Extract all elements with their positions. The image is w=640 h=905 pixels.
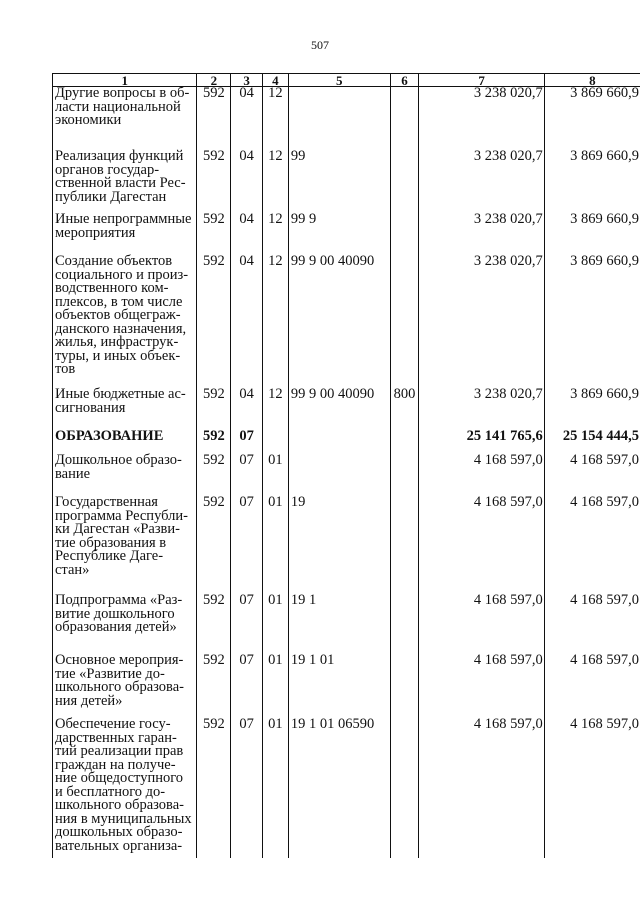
table-row <box>53 718 640 858</box>
row-sum-year1-cell: 3 238 020,7 <box>419 255 544 388</box>
row-glava-cell: 592 <box>197 255 231 388</box>
table-body <box>53 87 640 859</box>
row-target-article-cell: 19 <box>288 496 390 594</box>
row-target-article-cell: 19 1 <box>288 594 390 654</box>
row-sum-year1-cell: 25 141 765,6 <box>419 430 544 454</box>
row-sum-year1-cell: 3 238 020,7 <box>419 87 544 151</box>
row-expense-type-cell <box>390 594 419 654</box>
table-row <box>53 150 640 213</box>
row-expense-type-cell: 800 <box>390 388 419 430</box>
row-razdel-cell: 07 <box>231 594 263 654</box>
row-name-cell: Подпрограмма «Раз- витие дошкольного образования детей» <box>53 594 197 654</box>
row-glava-cell: 592 <box>197 454 231 496</box>
table-row <box>53 594 640 654</box>
row-razdel-cell: 04 <box>231 150 263 213</box>
row-name-cell: Создание объектов социального и произ- водственного ком- плексов, в том числе объектов общеграж- данского назначения, жилья, инфраструк- туры, и иных объек- тов <box>53 255 197 388</box>
row-sum-year2-cell: 4 168 597,0 <box>544 496 640 594</box>
row-name-cell: ОБРАЗОВАНИЕ <box>53 430 197 454</box>
header-col-2: 2 <box>197 74 231 87</box>
row-podrazdel-cell: 12 <box>263 150 289 213</box>
table-row <box>53 255 640 388</box>
row-expense-type-cell <box>390 496 419 594</box>
row-razdel-cell: 07 <box>231 654 263 718</box>
row-expense-type-cell <box>390 654 419 718</box>
row-sum-year2-cell: 4 168 597,0 <box>544 454 640 496</box>
row-sum-year2-cell: 25 154 444,5 <box>544 430 640 454</box>
header-col-6: 6 <box>390 74 419 87</box>
row-target-article-cell <box>288 87 390 151</box>
row-name-cell: Реализация функций органов государ- ственной власти Рес- публики Дагестан <box>53 150 197 213</box>
table-row <box>53 213 640 255</box>
table-row <box>53 87 640 151</box>
header-col-4: 4 <box>263 74 289 87</box>
row-target-article-cell: 99 9 <box>288 213 390 255</box>
row-glava-cell: 592 <box>197 87 231 151</box>
row-target-article-cell: 99 9 00 40090 <box>288 388 390 430</box>
row-glava-cell: 592 <box>197 496 231 594</box>
row-sum-year2-cell: 4 168 597,0 <box>544 654 640 718</box>
table-row <box>53 496 640 594</box>
row-sum-year1-cell: 4 168 597,0 <box>419 594 544 654</box>
row-sum-year2-cell: 4 168 597,0 <box>544 594 640 654</box>
header-col-5: 5 <box>288 74 390 87</box>
row-expense-type-cell <box>390 454 419 496</box>
row-name-cell: Обеспечение госу- дарственных гаран- тий реализации прав граждан на получе- ние общедоступного и бесплатного до- школьного образова- ния в муниципальных дошкольных образо- вательных организа- <box>53 718 197 858</box>
row-name-cell: Дошкольное образо- вание <box>53 454 197 496</box>
budget-table <box>52 73 640 858</box>
row-glava-cell: 592 <box>197 654 231 718</box>
table-row <box>53 654 640 718</box>
row-target-article-cell <box>288 454 390 496</box>
row-razdel-cell: 04 <box>231 87 263 151</box>
table-row <box>53 454 640 496</box>
row-glava-cell: 592 <box>197 430 231 454</box>
row-target-article-cell: 19 1 01 06590 <box>288 718 390 858</box>
row-razdel-cell: 04 <box>231 388 263 430</box>
row-razdel-cell: 07 <box>231 454 263 496</box>
row-sum-year1-cell: 3 238 020,7 <box>419 388 544 430</box>
row-razdel-cell: 07 <box>231 718 263 858</box>
row-expense-type-cell <box>390 150 419 213</box>
row-podrazdel-cell: 01 <box>263 718 289 858</box>
row-podrazdel-cell: 12 <box>263 255 289 388</box>
row-target-article-cell: 19 1 01 <box>288 654 390 718</box>
header-col-3: 3 <box>231 74 263 87</box>
row-expense-type-cell <box>390 718 419 858</box>
row-name-cell: Основное мероприя- тие «Развитие до- школьного образова- ния детей» <box>53 654 197 718</box>
row-target-article-cell: 99 9 00 40090 <box>288 255 390 388</box>
row-target-article-cell <box>288 430 390 454</box>
row-podrazdel-cell: 12 <box>263 388 289 430</box>
row-podrazdel-cell: 01 <box>263 496 289 594</box>
row-sum-year2-cell: 3 869 660,9 <box>544 213 640 255</box>
row-podrazdel-cell: 01 <box>263 594 289 654</box>
row-sum-year1-cell: 3 238 020,7 <box>419 150 544 213</box>
row-podrazdel-cell <box>263 430 289 454</box>
table-row <box>53 430 640 454</box>
row-sum-year2-cell: 3 869 660,9 <box>544 255 640 388</box>
header-col-8: 8 <box>544 74 640 87</box>
row-glava-cell: 592 <box>197 213 231 255</box>
table-row <box>53 388 640 430</box>
row-sum-year1-cell: 4 168 597,0 <box>419 454 544 496</box>
row-podrazdel-cell: 12 <box>263 213 289 255</box>
header-col-1: 1 <box>53 74 197 87</box>
row-sum-year2-cell: 3 869 660,9 <box>544 150 640 213</box>
row-expense-type-cell <box>390 87 419 151</box>
row-sum-year2-cell: 4 168 597,0 <box>544 718 640 858</box>
row-expense-type-cell <box>390 255 419 388</box>
row-expense-type-cell <box>390 430 419 454</box>
row-podrazdel-cell: 01 <box>263 654 289 718</box>
row-name-cell: Иные непрограммные мероприятия <box>53 213 197 255</box>
row-name-cell: Иные бюджетные ас- сигнования <box>53 388 197 430</box>
row-sum-year1-cell: 4 168 597,0 <box>419 718 544 858</box>
row-razdel-cell: 04 <box>231 213 263 255</box>
row-name-cell: Другие вопросы в об- ласти национальной экономики <box>53 87 197 151</box>
header-col-7: 7 <box>419 74 544 87</box>
row-name-cell: Государственная программа Республи- ки Дагестан «Разви- тие образования в Республике Даге- стан» <box>53 496 197 594</box>
row-podrazdel-cell: 12 <box>263 87 289 151</box>
row-sum-year2-cell: 3 869 660,9 <box>544 87 640 151</box>
row-glava-cell: 592 <box>197 150 231 213</box>
row-razdel-cell: 07 <box>231 496 263 594</box>
row-expense-type-cell <box>390 213 419 255</box>
row-podrazdel-cell: 01 <box>263 454 289 496</box>
row-sum-year1-cell: 3 238 020,7 <box>419 213 544 255</box>
row-glava-cell: 592 <box>197 388 231 430</box>
row-sum-year2-cell: 3 869 660,9 <box>544 388 640 430</box>
page-number: 507 <box>311 38 329 52</box>
row-razdel-cell: 07 <box>231 430 263 454</box>
row-sum-year1-cell: 4 168 597,0 <box>419 654 544 718</box>
row-sum-year1-cell: 4 168 597,0 <box>419 496 544 594</box>
row-glava-cell: 592 <box>197 594 231 654</box>
row-razdel-cell: 04 <box>231 255 263 388</box>
row-target-article-cell: 99 <box>288 150 390 213</box>
row-glava-cell: 592 <box>197 718 231 858</box>
